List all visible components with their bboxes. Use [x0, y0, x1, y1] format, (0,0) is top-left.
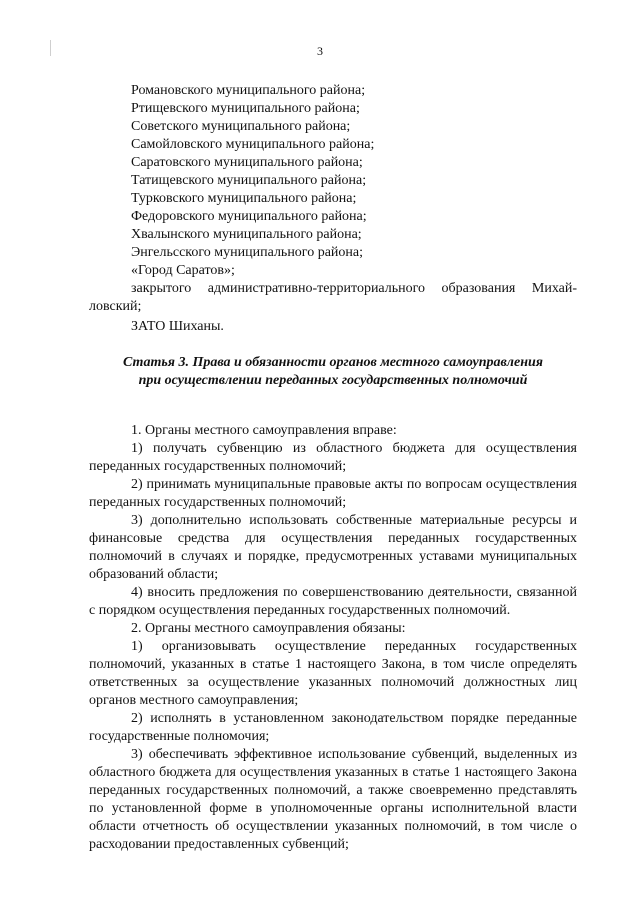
section2-lead: 2. Органы местного самоуправления обязаны: [131, 621, 406, 636]
document-body [89, 82, 577, 854]
closed-entity-line-end: ловский; [89, 299, 142, 314]
district-line: Советского муниципального района; [131, 119, 351, 134]
section1-item: 1) получать субвенцию из областного бюджета для осуществления переданных государственных полномочий; [89, 441, 577, 474]
article-heading [89, 354, 577, 390]
district-line: Турковского муниципального района; [131, 191, 357, 206]
section2-item: 2) исполнять в установленном законодательством порядке переданные государственные полномочия; [89, 711, 577, 744]
section1-item: 4) вносить предложения по совершенствованию деятельности, связанной с порядком осуществления переданных государственных полномочий. [89, 585, 577, 618]
district-line: Романовского муниципального района; [131, 83, 366, 98]
district-line: Энгельсского муниципального района; [131, 245, 364, 260]
district-line: Самойловского муниципального района; [131, 137, 375, 152]
district-line: Федоровского муниципального района; [131, 209, 367, 224]
section2-item: 1) организовывать осуществление переданных государственных полномочий, указанных в статье 1 настоящего Закона, в том числе определять ответственных за осуществление указанных полномочий должностных лиц органов местного самоуправления; [89, 639, 577, 708]
district-line: «Город Саратов»; [131, 263, 235, 278]
section1-item: 2) принимать муниципальные правовые акты по вопросам осуществления переданных государственных полномочий; [89, 477, 577, 510]
section2-item: 3) обеспечивать эффективное использование субвенций, выделенных из областного бюджета для осуществления указанных в статье 1 настоящего Закона переданных государственных полномочий, а также своевременно представлять по установленной форме в уполномоченные органы исполнительной власти области отчетность об осуществлении указанных полномочий, в том числе о расходовании предоставленных субвенций; [89, 747, 577, 852]
zato-line: ЗАТО Шиханы. [131, 319, 224, 334]
district-line: Саратовского муниципального района; [131, 155, 363, 170]
section1-item: 3) дополнительно использовать собственные материальные ресурсы и финансовые средства для осуществления переданных государственных полномочий в случаях и порядке, предусмотренных уставами муниципальных образований области; [89, 513, 577, 582]
district-line: Ртищевского муниципального района; [131, 101, 360, 116]
article-title-line1: Статья 3. Права и обязанности органов местного самоуправления [123, 355, 543, 370]
closed-entity-line: закрытого административно-территориального образования Михай- [131, 281, 577, 296]
section1-lead: 1. Органы местного самоуправления вправе: [131, 423, 397, 438]
district-line: Татищевского муниципального района; [131, 173, 367, 188]
article-title-line2: при осуществлении переданных государственных полномочий [138, 373, 528, 388]
page-number: 3 [317, 44, 323, 58]
district-line: Хвалынского муниципального района; [131, 227, 362, 242]
